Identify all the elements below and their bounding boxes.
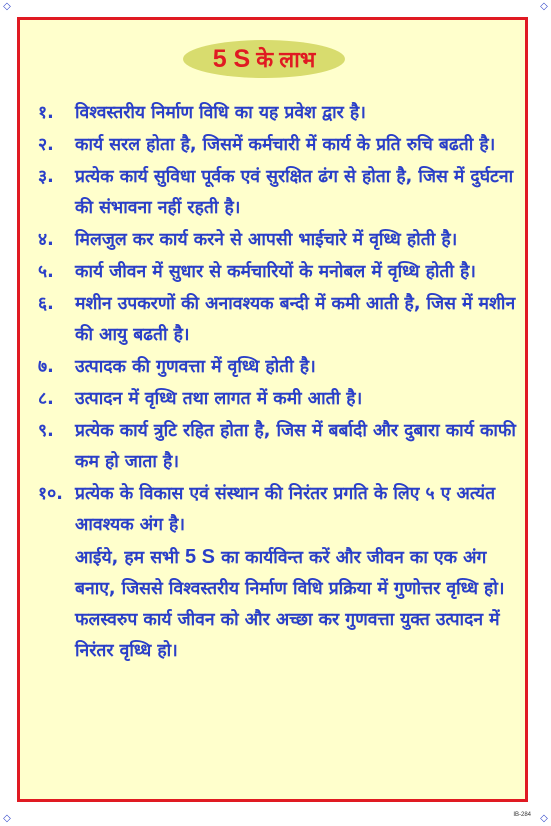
item-number: ९.	[38, 421, 54, 441]
corner-mark-icon: ◇	[540, 1, 548, 12]
poster-code: IB-284	[513, 812, 531, 818]
item-text: मिलजुल कर कार्य करने से आपसी भाईचारे में वृध्धि होती है।	[75, 230, 458, 250]
closing-text-before: आईये, हम सभी	[75, 548, 185, 568]
item-text: उत्पादक की गुणवत्ता में वृध्धि होती है।	[75, 357, 316, 377]
item-number: २.	[38, 135, 54, 155]
list-item	[38, 416, 520, 478]
closing-text-after: का कार्यविन्त करें और जीवन का एक अंग बनाए, जिससे विश्वस्तरीय निर्माण विधि प्रक्रिया में गुणोत्तर वृध्धि हो। फलस्वरुप कार्य जीवन को और अच्छा कर गुणवत्ता युक्त उत्पादन में निरंतर वृध्धि हो।	[75, 548, 505, 661]
item-text: कार्य जीवन में सुधार से कर्मचारियों के मनोबल में वृध्धि होती है।	[75, 262, 476, 282]
item-text: प्रत्येक के विकास एवं संस्थान की निरंतर प्रगति के लिए ५ ए अत्यंत आवश्यक अंग है।	[75, 484, 496, 535]
corner-mark-icon: ◇	[540, 813, 548, 824]
item-number: १.	[38, 103, 54, 123]
item-number: ८.	[38, 389, 54, 409]
item-number: ३.	[38, 167, 54, 187]
poster-title	[183, 40, 345, 78]
item-number: ५.	[38, 262, 54, 282]
item-text: प्रत्येक कार्य सुविधा पूर्वक एवं सुरक्षित ढंग से होता है, जिस में दुर्घटना की संभावना नहीं रहती है।	[75, 167, 514, 218]
list-item	[38, 384, 520, 415]
list-item	[38, 257, 520, 288]
corner-mark-icon: ◇	[3, 813, 11, 824]
item-text: मशीन उपकरणों की अनावश्यक बन्दी में कमी आती है, जिस में मशीन की आयु बढती है।	[75, 294, 516, 345]
item-text: विश्वस्तरीय निर्माण विधि का यह प्रवेश द्वार है।	[75, 103, 366, 123]
title-rest: के लाभ	[256, 47, 316, 72]
list-item	[38, 162, 520, 224]
list-item	[38, 289, 520, 351]
closing-paragraph	[38, 542, 520, 667]
list-item	[38, 130, 520, 161]
item-text: कार्य सरल होता है, जिसमें कर्मचारी में कार्य के प्रति रुचि बढती है।	[75, 135, 496, 155]
item-number: ४.	[38, 230, 54, 250]
corner-mark-icon: ◇	[3, 1, 11, 12]
list-item	[38, 352, 520, 383]
item-number: १०.	[38, 484, 63, 504]
benefits-list	[38, 98, 520, 667]
title-prefix: 5 S	[212, 44, 251, 73]
poster-frame	[17, 17, 528, 802]
closing-highlight: 5 S	[184, 546, 216, 568]
item-text: प्रत्येक कार्य त्रुटि रहित होता है, जिस में बर्बादी और दुबारा कार्य काफी कम हो जाता है।	[75, 421, 516, 472]
list-item	[38, 479, 520, 541]
list-item	[38, 98, 520, 129]
item-number: ६.	[38, 294, 54, 314]
item-text: उत्पादन में वृध्धि तथा लागत में कमी आती है।	[75, 389, 363, 409]
item-number: ७.	[38, 357, 54, 377]
list-item	[38, 225, 520, 256]
